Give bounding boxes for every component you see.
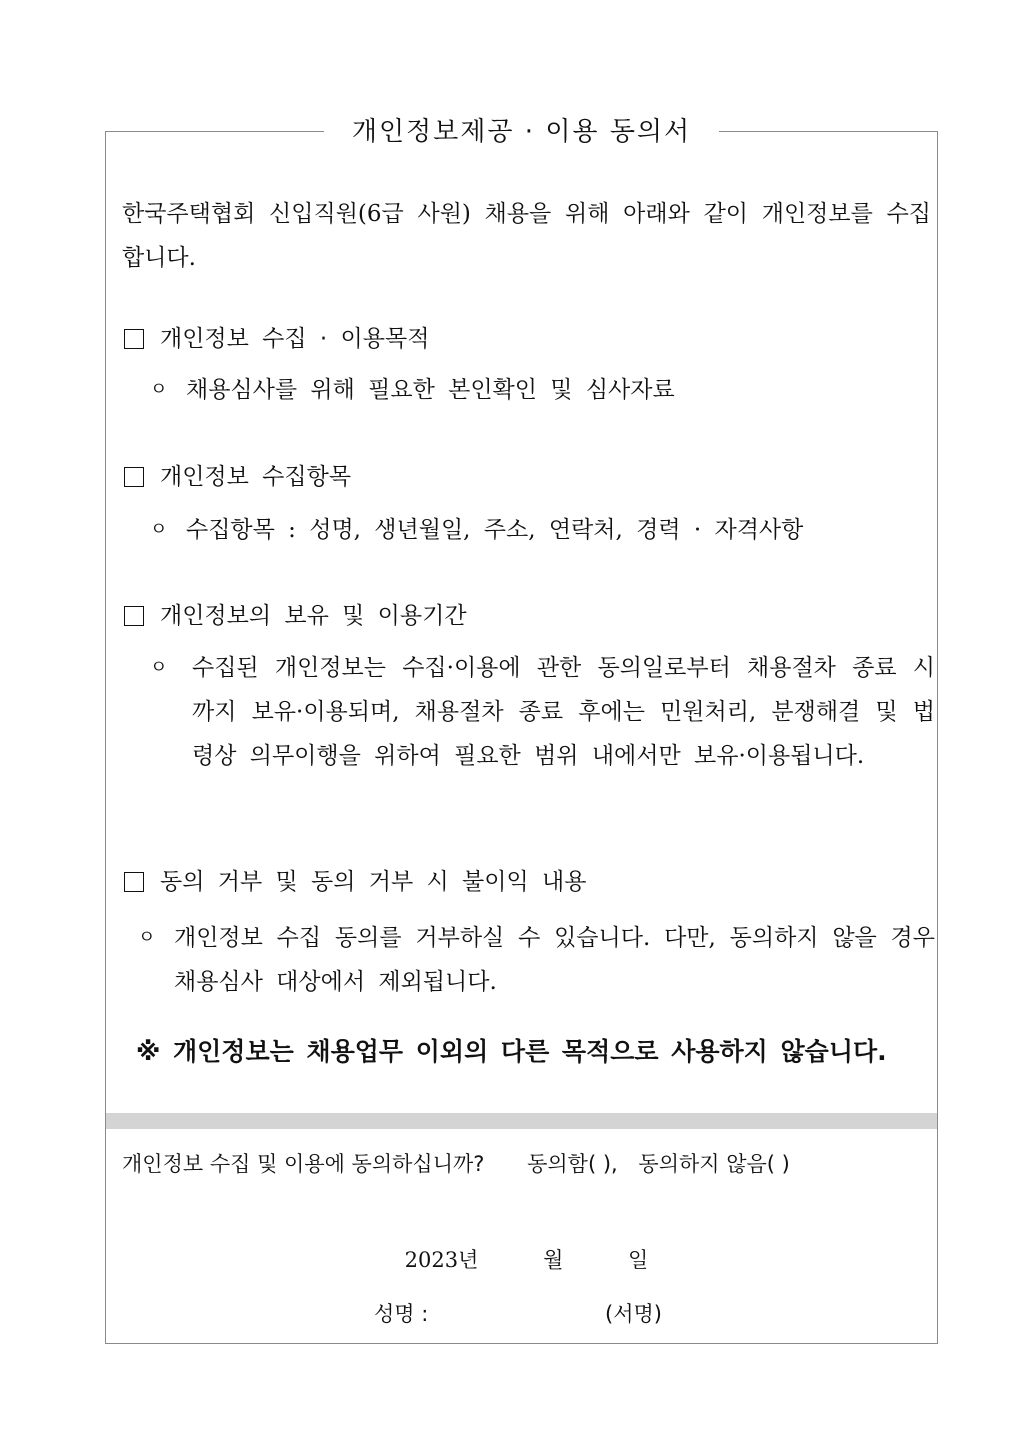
date-row [106, 1242, 937, 1278]
section-items-bullet [150, 508, 931, 552]
date-day[interactable]: 일 [628, 1248, 649, 1272]
section-checkbox[interactable] [124, 467, 144, 487]
section-retention-bullet [150, 646, 935, 778]
section-checkbox[interactable] [124, 606, 144, 626]
signature-label[interactable]: (서명) [605, 1302, 662, 1326]
section-checkbox[interactable] [124, 329, 144, 349]
section-refusal-heading [124, 866, 586, 898]
disagree-option[interactable]: 동의하지 않음( ) [638, 1152, 790, 1176]
section-checkbox[interactable] [124, 872, 144, 892]
consent-question: 개인정보 수집 및 이용에 동의하십니까? [122, 1152, 485, 1176]
bullet-mark: ㅇ [150, 379, 168, 400]
date-year[interactable]: 2023년 [404, 1248, 479, 1272]
bullet-mark: ㅇ [138, 927, 156, 948]
consent-form [105, 117, 938, 1344]
bullet-mark: ㅇ [150, 519, 168, 540]
divider-bar [106, 1113, 937, 1129]
intro-paragraph: 한국주택협회 신입직원(6급 사원) 채용을 위해 아래와 같이 개인정보를 수집합니다. [122, 201, 931, 271]
section-heading-label: 개인정보 수집항목 [160, 464, 352, 490]
section-heading-label: 개인정보의 보유 및 이용기간 [160, 603, 467, 629]
bullet-text: 수집된 개인정보는 수집·이용에 관한 동의일로부터 채용절차 종료 시까지 보유·이용되며, 채용절차 종료 후에는 민원처리, 분쟁해결 및 법령상 의무이행을 위하여 필요한 범위 내에서만 보유·이용됩니다. [192, 655, 935, 769]
section-purpose-bullet [150, 368, 931, 412]
signature-row [374, 1296, 662, 1332]
agree-option[interactable]: 동의함( ), [527, 1152, 618, 1176]
consent-question-row [122, 1146, 790, 1182]
privacy-notice: ※ 개인정보는 채용업무 이외의 다른 목적으로 사용하지 않습니다. [136, 1037, 887, 1066]
bullet-text: 수집항목 : 성명, 생년월일, 주소, 연락처, 경력 · 자격사항 [186, 517, 804, 543]
name-label: 성명 : [374, 1302, 429, 1326]
title-wrap [106, 110, 937, 154]
section-purpose-heading [124, 323, 429, 355]
bullet-mark: ㅇ [150, 657, 168, 678]
section-items-heading [124, 461, 351, 493]
section-refusal-bullet [138, 916, 935, 1004]
bullet-text: 채용심사를 위해 필요한 본인확인 및 심사자료 [186, 377, 675, 403]
section-heading-label: 개인정보 수집 · 이용목적 [160, 326, 430, 352]
date-month[interactable]: 월 [543, 1248, 564, 1272]
bullet-text: 개인정보 수집 동의를 거부하실 수 있습니다. 다만, 동의하지 않을 경우 채용심사 대상에서 제외됩니다. [174, 925, 935, 995]
page-title: 개인정보제공 · 이용 동의서 [324, 110, 719, 154]
section-heading-label: 동의 거부 및 동의 거부 시 불이익 내용 [160, 869, 587, 895]
section-retention-heading [124, 600, 467, 632]
